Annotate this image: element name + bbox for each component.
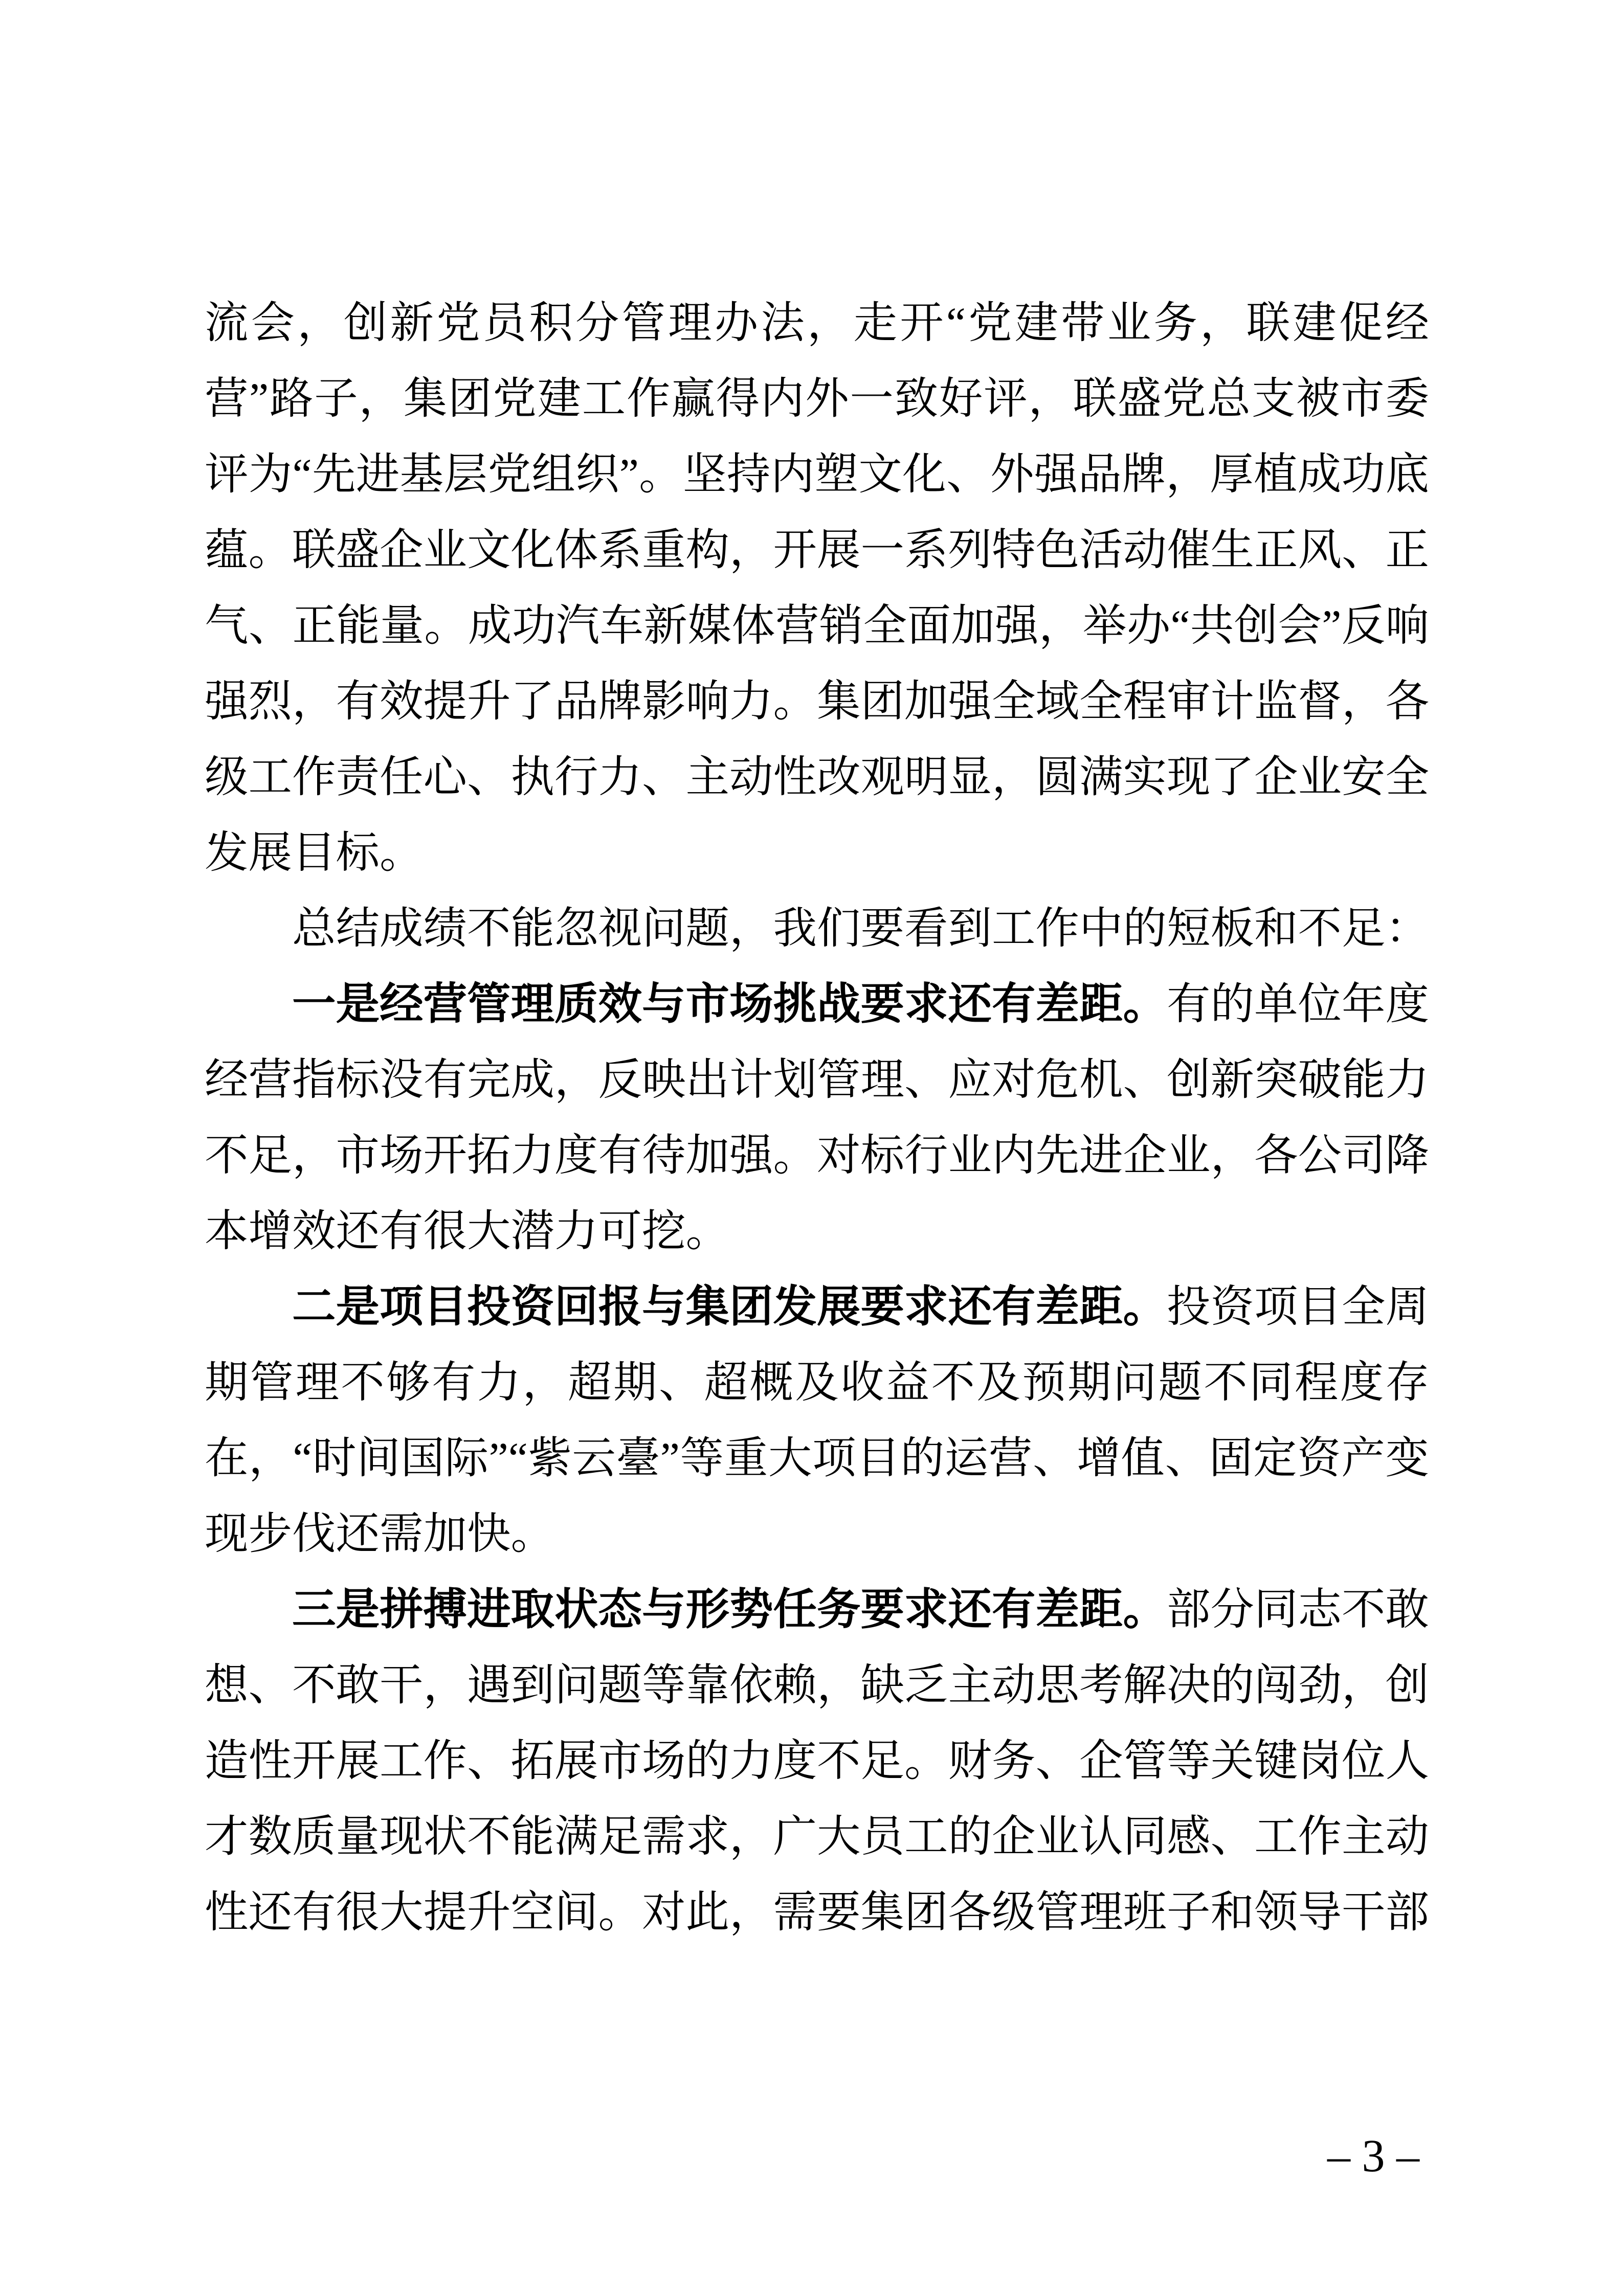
paragraph-issue-1 <box>205 966 1429 1269</box>
paragraph-text: 有的单位年度经营指标没有完成，反映出计划管理、应对危机、创新突破能力不足，市场开拓力度有待加强。对标行业内先进企业，各公司降本增效还有很大潜力可挖。 <box>205 980 1429 1255</box>
paragraph-text: 总结成绩不能忽视问题，我们要看到工作中的短板和不足： <box>292 905 1429 953</box>
document-body <box>205 285 1429 1950</box>
paragraph-text: 投资项目全周期管理不够有力，超期、超概及收益不及预期问题不同程度存在，“时间国际”“紫云臺”等重大项目的运营、增值、固定资产变现步伐还需加快。 <box>205 1283 1429 1558</box>
paragraph-issue-2 <box>205 1269 1429 1572</box>
page-number: – 3 – <box>1327 2131 1419 2181</box>
paragraph-continuation <box>205 285 1429 891</box>
paragraph-lead-bold: 二是项目投资回报与集团发展要求还有差距。 <box>292 1283 1167 1331</box>
paragraph-issue-3 <box>205 1572 1429 1950</box>
paragraph-summary-intro <box>205 891 1429 966</box>
paragraph-text: 部分同志不敢想、不敢干，遇到问题等靠依赖，缺乏主动思考解决的闯劲，创造性开展工作、拓展市场的力度不足。财务、企管等关键岗位人才数质量现状不能满足需求，广大员工的企业认同感、工作主动性还有很大提升空间。对此，需要集团各级管理班子和领导干部 <box>205 1586 1429 1937</box>
paragraph-lead-bold: 一是经营管理质效与市场挑战要求还有差距。 <box>292 980 1167 1028</box>
paragraph-lead-bold: 三是拼搏进取状态与形势任务要求还有差距。 <box>292 1586 1167 1634</box>
paragraph-text: 流会，创新党员积分管理办法，走开“党建带业务，联建促经营”路子，集团党建工作赢得内外一致好评，联盛党总支被市委评为“先进基层党组织”。坚持内塑文化、外强品牌，厚植成功底蕴。联盛企业文化体系重构，开展一系列特色活动催生正风、正气、正能量。成功汽车新媒体营销全面加强，举办“共创会”反响强烈，有效提升了品牌影响力。集团加强全域全程审计监督，各级工作责任心、执行力、主动性改观明显，圆满实现了企业安全发展目标。 <box>205 299 1429 877</box>
